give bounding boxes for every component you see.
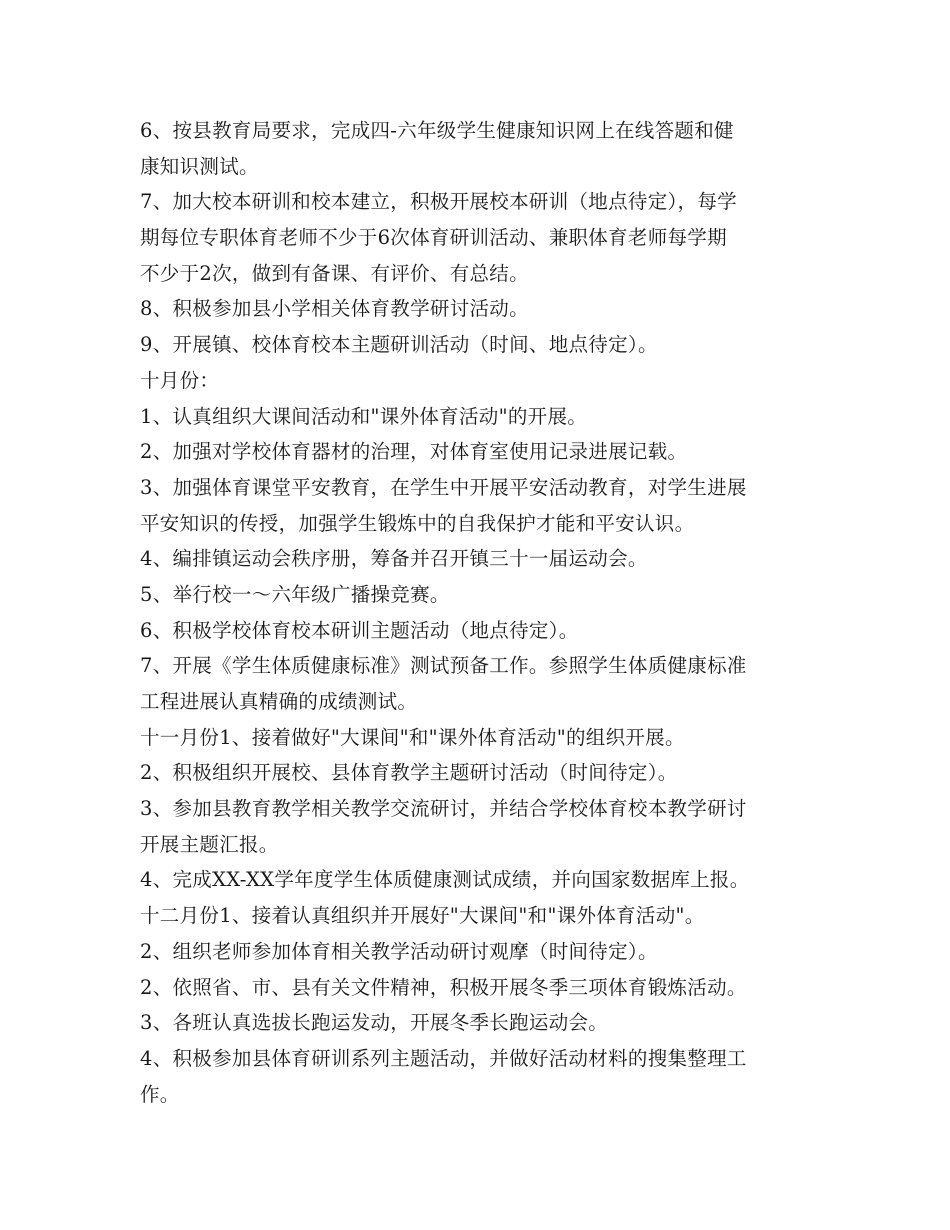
text-line: 9、开展镇、校体育校本主题研训活动（时间、地点待定）。 bbox=[140, 333, 658, 357]
text-line: 2、依照省、市、县有关文件精神，积极开展冬季三项体育锻炼活动。 bbox=[140, 975, 747, 999]
text-line: 作。 bbox=[140, 1082, 180, 1106]
text-line: 8、积极参加县小学相关体育教学研讨活动。 bbox=[140, 297, 529, 321]
text-line: 十二月份1、接着认真组织并开展好"大课间"和"课外体育活动"。 bbox=[140, 904, 705, 928]
text-line: 6、按县教育局要求，完成四-六年级学生健康知识网上在线答题和健 bbox=[140, 119, 734, 142]
text-line: 7、开展《学生体质健康标准》测试预备工作。参照学生体质健康标准 bbox=[140, 654, 747, 678]
text-line: 4、积极参加县体育研训系列主题活动，并做好活动材料的搜集整理工 bbox=[140, 1046, 747, 1070]
text-line: 2、加强对学校体育器材的治理，对体育室使用记录进展记载。 bbox=[140, 440, 688, 464]
text-line: 4、编排镇运动会秩序册，筹备并召开镇三十一届运动会。 bbox=[140, 547, 648, 571]
document-body bbox=[140, 113, 820, 1112]
text-line: 2、积极组织开展校、县体育教学主题研讨活动（时间待定）。 bbox=[140, 761, 678, 785]
text-line: 3、各班认真选拔长跑运发动，开展冬季长跑运动会。 bbox=[140, 1011, 609, 1035]
text-line: 5、举行校一～六年级广播操竞赛。 bbox=[140, 582, 450, 606]
text-line: 4、完成XX-XX学年度学生体质健康测试成绩，并向国家数据库上报。 bbox=[140, 868, 750, 892]
text-line: 平安知识的传授，加强学生锻炼中的自我保护才能和平安认识。 bbox=[140, 511, 695, 535]
text-line: 7、加大校本研训和校本建立，积极开展校本研训（地点待定），每学 bbox=[140, 190, 737, 214]
text-line: 3、加强体育课堂平安教育，在学生中开展平安活动教育，对学生进展 bbox=[140, 475, 747, 499]
text-line: 十一月份1、接着做好"大课间"和"课外体育活动"的组织开展。 bbox=[140, 725, 685, 749]
text-line: 3、参加县教育教学相关教学交流研讨，并结合学校体育校本教学研讨 bbox=[140, 797, 747, 821]
text-line: 不少于2次，做到有备课、有评价、有总结。 bbox=[140, 261, 529, 285]
text-line: 工程进展认真精确的成绩测试。 bbox=[140, 690, 418, 713]
text-line: 康知识测试。 bbox=[140, 154, 259, 178]
text-line: 2、组织老师参加体育相关教学活动研讨观摩（时间待定）。 bbox=[140, 939, 658, 963]
text-line: 1、认真组织大课间活动和"课外体育活动"的开展。 bbox=[140, 404, 588, 428]
section-heading-october: 十月份： bbox=[140, 368, 220, 392]
text-line: 期每位专职体育老师不少于6次体育研训活动、兼职体育老师每学期 bbox=[140, 226, 727, 250]
text-line: 开展主题汇报。 bbox=[140, 832, 279, 856]
text-line: 6、积极学校体育校本研训主题活动（地点待定）。 bbox=[140, 618, 579, 642]
